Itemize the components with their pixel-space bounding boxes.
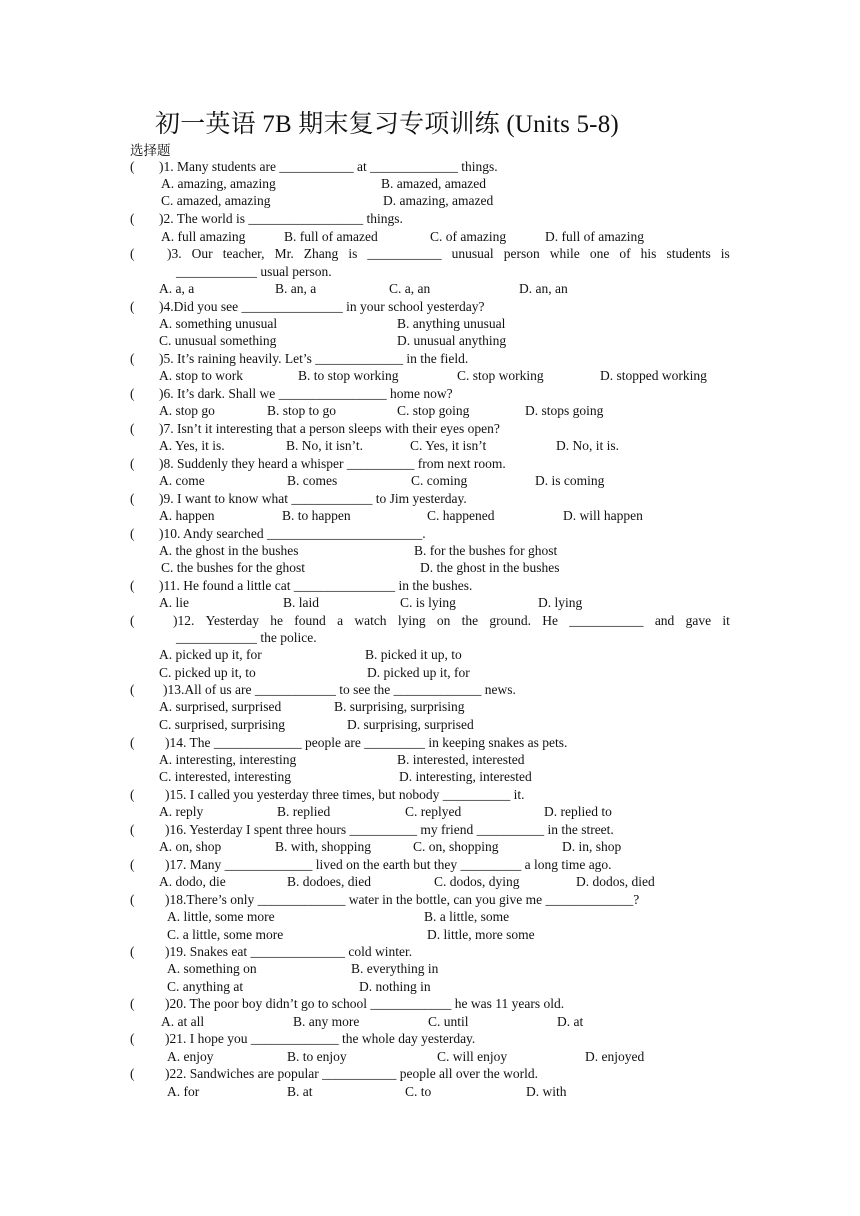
- question-12-word: )12.: [173, 613, 195, 628]
- question-3-word: is: [348, 246, 358, 261]
- question-19-text: )19. Snakes eat ______________ cold winter.: [165, 944, 413, 959]
- question-3-option-c: C. a, an: [389, 281, 431, 296]
- question-18-option-c: C. a little, some more: [167, 927, 284, 942]
- question-6-option-b: B. stop to go: [267, 403, 337, 418]
- question-16-text: )16. Yesterday I spent three hours __________ my friend __________ in the street.: [165, 822, 614, 837]
- question-3-word: students: [666, 246, 711, 261]
- question-7-option-d: D. No, it is.: [556, 438, 620, 453]
- question-15-option-d: D. replied to: [544, 804, 612, 819]
- question-2-option-b: B. full of amazed: [284, 229, 378, 244]
- question-22-option-b: B. at: [287, 1084, 313, 1099]
- question-13-option-b: B. surprising, surprising: [334, 699, 465, 714]
- question-11-option-d: D. lying: [538, 595, 583, 610]
- question-3-option-b: B. an, a: [275, 281, 317, 296]
- question-12-option-c: C. picked up it, to: [159, 665, 256, 680]
- question-13-text: )13.All of us are ____________ to see the _____________ news.: [163, 682, 516, 697]
- question-5-option-d: D. stopped working: [600, 368, 707, 383]
- question-2-text: )2. The world is _________________ things.: [159, 211, 403, 226]
- question-12-word: the: [461, 613, 479, 628]
- question-12-word: a: [337, 613, 344, 628]
- question-6-paren: (: [130, 386, 135, 401]
- question-1-text: )1. Many students are ___________ at _____________ things.: [159, 159, 498, 174]
- question-8-option-d: D. is coming: [535, 473, 605, 488]
- question-12-option-b: B. picked it up, to: [365, 647, 462, 662]
- question-5-option-c: C. stop working: [457, 368, 544, 383]
- question-20-option-a: A. at all: [161, 1014, 205, 1029]
- question-10-text: )10. Andy searched _______________________.: [159, 526, 426, 541]
- question-3-word: of: [619, 246, 631, 261]
- question-12-text-cont: ____________ the police.: [176, 630, 317, 645]
- question-22-paren: (: [130, 1066, 135, 1081]
- question-15-option-b: B. replied: [277, 804, 331, 819]
- question-22-option-d: D. with: [526, 1084, 567, 1099]
- question-21-option-b: B. to enjoy: [287, 1049, 347, 1064]
- question-18-option-b: B. a little, some: [424, 909, 510, 924]
- question-16-paren: (: [130, 822, 135, 837]
- question-11-option-c: C. is lying: [400, 595, 456, 610]
- question-10-option-c: C. the bushes for the ghost: [161, 560, 305, 575]
- question-14-option-d: D. interesting, interested: [399, 769, 532, 784]
- question-16-option-d: D. in, shop: [562, 839, 622, 854]
- question-19-option-c: C. anything at: [167, 979, 244, 994]
- question-8-option-c: C. coming: [411, 473, 468, 488]
- question-22-text: )22. Sandwiches are popular ___________ people all over the world.: [165, 1066, 539, 1081]
- question-7-option-c: C. Yes, it isn’t: [410, 438, 487, 453]
- question-3-word: while: [549, 246, 580, 261]
- question-9-option-b: B. to happen: [282, 508, 351, 523]
- question-2-option-d: D. full of amazing: [545, 229, 644, 244]
- question-4-text: )4.Did you see _______________ in your school yesterday?: [159, 299, 485, 314]
- question-22-option-a: A. for: [167, 1084, 200, 1099]
- question-20-text: )20. The poor boy didn’t go to school ____________ he was 11 years old.: [165, 996, 565, 1011]
- question-17-option-d: D. dodos, died: [576, 874, 655, 889]
- question-19-option-b: B. everything in: [351, 961, 439, 976]
- question-6-text: )6. It’s dark. Shall we ________________ home now?: [159, 386, 453, 401]
- question-9-paren: (: [130, 491, 135, 506]
- question-5-option-b: B. to stop working: [298, 368, 399, 383]
- question-3-word: Mr.: [274, 246, 294, 261]
- question-14-option-a: A. interesting, interesting: [159, 752, 297, 767]
- question-17-text: )17. Many _____________ lived on the earth but they _________ a long time ago.: [165, 857, 612, 872]
- question-17-option-c: C. dodos, dying: [434, 874, 520, 889]
- question-14-paren: (: [130, 735, 135, 750]
- question-11-text: )11. He found a little cat _______________ in the bushes.: [159, 578, 473, 593]
- question-12-word: ground.: [489, 613, 532, 628]
- question-2-paren: (: [130, 211, 135, 226]
- question-9-option-c: C. happened: [427, 508, 495, 523]
- question-9-text: )9. I want to know what ____________ to Jim yesterday.: [159, 491, 467, 506]
- question-10-option-b: B. for the bushes for ghost: [414, 543, 558, 558]
- question-8-text: )8. Suddenly they heard a whisper __________ from next room.: [159, 456, 506, 471]
- question-3-word: Our: [191, 246, 213, 261]
- question-1-option-a: A. amazing, amazing: [161, 176, 276, 191]
- question-12-option-d: D. picked up it, for: [367, 665, 470, 680]
- question-21-option-a: A. enjoy: [167, 1049, 214, 1064]
- question-12-word: ___________: [569, 613, 644, 628]
- question-1-option-d: D. amazing, amazed: [383, 193, 494, 208]
- question-12-word: He: [542, 613, 559, 628]
- question-14-text: )14. The _____________ people are _________ in keeping snakes as pets.: [165, 735, 568, 750]
- question-10-option-d: D. the ghost in the bushes: [420, 560, 560, 575]
- question-15-text: )15. I called you yesterday three times, but nobody __________ it.: [165, 787, 525, 802]
- question-6-option-a: A. stop go: [159, 403, 215, 418]
- question-3-word: one: [589, 246, 610, 261]
- question-4-option-c: C. unusual something: [159, 333, 277, 348]
- question-16-option-b: B. with, shopping: [275, 839, 372, 854]
- question-3-option-d: D. an, an: [519, 281, 568, 296]
- question-10-paren: (: [130, 526, 135, 541]
- question-13-option-c: C. surprised, surprising: [159, 717, 285, 732]
- question-3-word: Zhang: [303, 246, 339, 261]
- question-18-option-d: D. little, more some: [427, 927, 535, 942]
- question-21-option-c: C. will enjoy: [437, 1049, 508, 1064]
- question-7-option-b: B. No, it isn’t.: [286, 438, 364, 453]
- question-20-option-b: B. any more: [293, 1014, 360, 1029]
- question-6-option-c: C. stop going: [397, 403, 470, 418]
- question-7-text: )7. Isn’t it interesting that a person sleeps with their eyes open?: [159, 421, 500, 436]
- question-17-option-b: B. dodoes, died: [287, 874, 371, 889]
- question-8-paren: (: [130, 456, 135, 471]
- question-12-word: it: [722, 613, 730, 628]
- question-3-word: his: [640, 246, 657, 261]
- question-15-option-c: C. replyed: [405, 804, 462, 819]
- question-1-option-b: B. amazed, amazed: [381, 176, 486, 191]
- question-14-option-b: B. interested, interested: [397, 752, 525, 767]
- question-21-paren: (: [130, 1031, 135, 1046]
- question-13-paren: (: [130, 682, 135, 697]
- question-6-option-d: D. stops going: [525, 403, 604, 418]
- question-3-word: person: [503, 246, 540, 261]
- question-19-option-a: A. something on: [167, 961, 257, 976]
- question-11-option-a: A. lie: [159, 595, 189, 610]
- question-21-option-d: D. enjoyed: [585, 1049, 645, 1064]
- question-3-word: teacher,: [222, 246, 265, 261]
- question-12-word: Yesterday: [205, 613, 260, 628]
- question-3-option-a: A. a, a: [159, 281, 195, 296]
- question-14-option-c: C. interested, interesting: [159, 769, 291, 784]
- question-12-word: gave: [685, 613, 712, 628]
- question-11-paren: (: [130, 578, 135, 593]
- question-10-option-a: A. the ghost in the bushes: [159, 543, 299, 558]
- question-5-text: )5. It’s raining heavily. Let’s _____________ in the field.: [159, 351, 469, 366]
- question-2-option-c: C. of amazing: [430, 229, 507, 244]
- question-15-paren: (: [130, 787, 135, 802]
- question-4-option-a: A. something unusual: [159, 316, 278, 331]
- question-22-option-c: C. to: [405, 1084, 432, 1099]
- question-4-option-b: B. anything unusual: [397, 316, 506, 331]
- question-16-option-a: A. on, shop: [159, 839, 222, 854]
- page-title: 初一英语 7B 期末复习专项训练 (Units 5-8): [155, 111, 619, 138]
- question-3-text: [167, 245, 730, 262]
- question-7-paren: (: [130, 421, 135, 436]
- question-2-option-a: A. full amazing: [161, 229, 246, 244]
- question-21-text: )21. I hope you _____________ the whole day yesterday.: [165, 1031, 476, 1046]
- question-17-option-a: A. dodo, die: [159, 874, 226, 889]
- question-12-word: lying: [397, 613, 426, 628]
- question-3-word: is: [720, 246, 730, 261]
- question-12-word: he: [270, 613, 284, 628]
- question-5-paren: (: [130, 351, 135, 366]
- question-1-paren: (: [130, 159, 135, 174]
- section-label: 选择题: [130, 143, 171, 158]
- question-16-option-c: C. on, shopping: [413, 839, 499, 854]
- question-3-word: ___________: [367, 246, 442, 261]
- question-12-word: on: [436, 613, 451, 628]
- question-17-paren: (: [130, 857, 135, 872]
- question-15-option-a: A. reply: [159, 804, 204, 819]
- question-1-option-c: C. amazed, amazing: [161, 193, 271, 208]
- question-9-option-d: D. will happen: [563, 508, 643, 523]
- question-5-option-a: A. stop to work: [159, 368, 243, 383]
- question-12-option-a: A. picked up it, for: [159, 647, 262, 662]
- question-20-paren: (: [130, 996, 135, 1011]
- question-12-word: found: [294, 613, 326, 628]
- question-4-option-d: D. unusual anything: [397, 333, 507, 348]
- question-3-paren: (: [130, 246, 135, 261]
- question-12-paren: (: [130, 613, 135, 628]
- question-12-text: [173, 612, 730, 629]
- question-3-word: )3.: [167, 246, 182, 261]
- question-19-paren: (: [130, 944, 135, 959]
- question-20-option-d: D. at: [557, 1014, 584, 1029]
- question-12-word: watch: [354, 613, 387, 628]
- question-8-option-b: B. comes: [287, 473, 338, 488]
- question-3-word: unusual: [451, 246, 494, 261]
- question-7-option-a: A. Yes, it is.: [159, 438, 225, 453]
- question-4-paren: (: [130, 299, 135, 314]
- question-13-option-d: D. surprising, surprised: [347, 717, 474, 732]
- question-19-option-d: D. nothing in: [359, 979, 431, 994]
- question-18-text: )18.There’s only _____________ water in the bottle, can you give me _____________?: [165, 892, 640, 907]
- question-12-word: and: [654, 613, 675, 628]
- question-8-option-a: A. come: [159, 473, 205, 488]
- question-18-option-a: A. little, some more: [167, 909, 275, 924]
- question-18-paren: (: [130, 892, 135, 907]
- question-13-option-a: A. surprised, surprised: [159, 699, 282, 714]
- question-11-option-b: B. laid: [283, 595, 319, 610]
- question-20-option-c: C. until: [428, 1014, 469, 1029]
- question-9-option-a: A. happen: [159, 508, 215, 523]
- question-3-text-cont: ____________ usual person.: [176, 264, 332, 279]
